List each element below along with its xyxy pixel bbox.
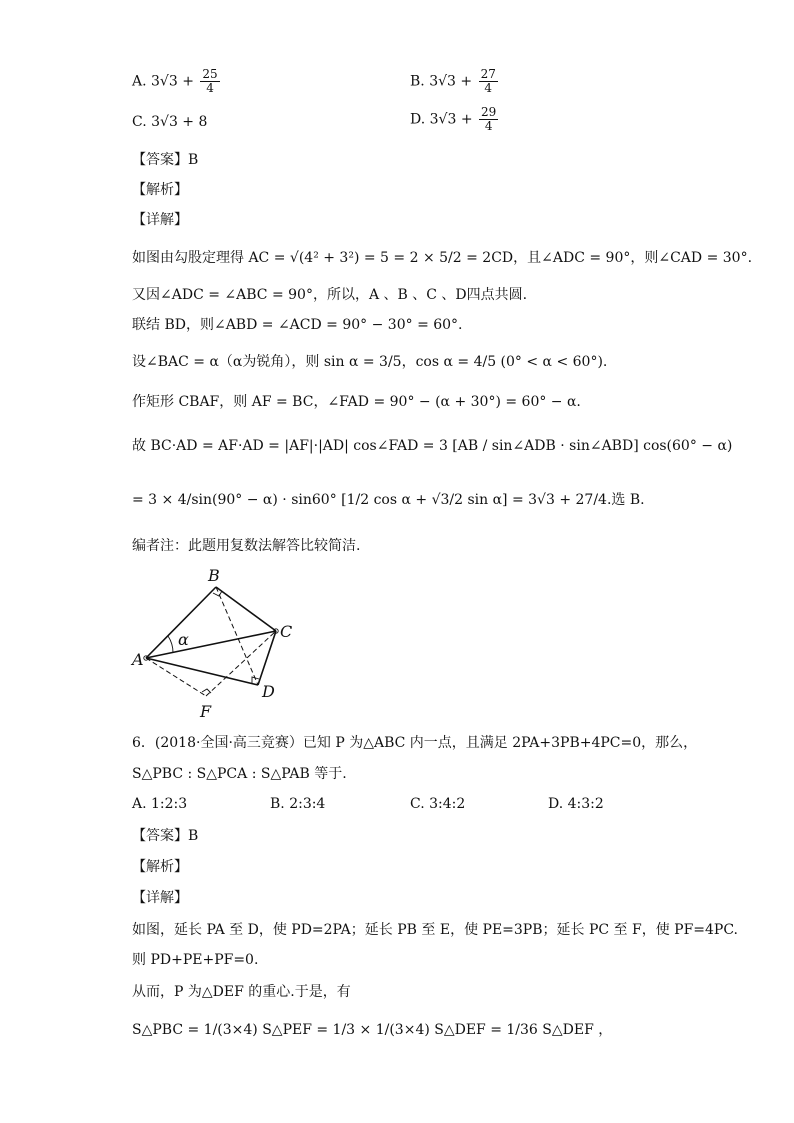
option-b (410, 68, 500, 95)
option-a (132, 68, 222, 95)
option-a-label: A. (132, 73, 147, 90)
option-a-num: 25 (202, 67, 218, 81)
option-b-label: B. (410, 73, 425, 90)
option-b-den: 4 (484, 81, 493, 95)
q6-answer: 【答案】B (132, 828, 199, 844)
geometry-figure (128, 565, 293, 725)
option-d-den: 4 (484, 119, 493, 133)
alpha-label: α (178, 630, 189, 649)
q5-editor-note: 编者注：此题用复数法解答比较简洁. (132, 538, 361, 554)
option-c (132, 114, 207, 130)
q6-line-3: 从而，P 为△DEF 的重心.于是，有 (132, 984, 351, 1000)
point-a-label: A (132, 650, 144, 669)
option-c-text: 3√3 + 8 (151, 114, 208, 130)
option-b-pre: 3√3 + (429, 73, 473, 90)
q5-detail: 【详解】 (132, 212, 188, 228)
q6-line-2: 则 PD+PE+PF=0. (132, 952, 259, 968)
q6-option-c: C. 3:4:2 (410, 796, 466, 812)
option-a-frac (200, 68, 219, 95)
option-a-pre: 3√3 + (151, 73, 194, 90)
point-d-label: D (262, 682, 275, 701)
option-a-den: 4 (206, 81, 214, 95)
option-c-label: C. (132, 114, 147, 130)
q6-analysis: 【解析】 (132, 859, 188, 875)
q6-detail: 【详解】 (132, 890, 188, 906)
option-d-label: D. (410, 111, 426, 128)
q6-stem-line-2: S△PBC : S△PCA : S△PAB 等于. (132, 766, 347, 782)
q5-line-7: = 3 × 4/sin(90° − α) · sin60° [1/2 cos α + √3/2 sin α] = 3√3 + 27/4.选 B. (132, 492, 645, 508)
q5-line-6: 故 BC·AD = AF·AD = |AF|·|AD| cos∠FAD = 3 [AB / sin∠ADB · sin∠ABD] cos(60° − α) (132, 438, 733, 454)
option-d-num: 29 (481, 105, 497, 119)
option-d (410, 106, 500, 133)
q5-line-3: 联结 BD，则∠ABD = ∠ACD = 90° − 30° = 60°. (132, 317, 463, 333)
q5-line-5: 作矩形 CBAF，则 AF = BC，∠FAD = 90° − (α + 30°) = 60° − α. (132, 394, 581, 410)
q5-line-4: 设∠BAC = α（α为锐角），则 sin α = 3/5，cos α = 4/5 (0° < α < 60°). (132, 354, 608, 370)
q6-option-a: A. 1:2:3 (132, 796, 188, 812)
option-d-pre: 3√3 + (429, 111, 473, 128)
q5-answer: 【答案】B (132, 152, 199, 168)
q5-analysis: 【解析】 (132, 182, 188, 198)
q6-option-b: B. 2:3:4 (270, 796, 326, 812)
option-b-frac (479, 68, 498, 95)
q6-line-4: S△PBC = 1/(3×4) S△PEF = 1/3 × 1/(3×4) S△DEF = 1/36 S△DEF ， (132, 1022, 613, 1038)
q6-option-d: D. 4:3:2 (548, 796, 604, 812)
option-b-num: 27 (480, 67, 496, 81)
option-d-frac (479, 106, 498, 133)
point-f-label: F (200, 702, 212, 721)
point-c-label: C (280, 622, 293, 641)
q6-stem-line-1: 6．(2018·全国·高三竞赛）已知 P 为△ABC 内一点，且满足 2PA+3PB+4PC=0，那么， (132, 735, 698, 751)
q5-line-1: 如图由勾股定理得 AC = √(4² + 3²) = 5 = 2 × 5/2 = 2CD，且∠ADC = 90°，则∠CAD = 30°. (132, 250, 753, 266)
q5-line-2: 又因∠ADC = ∠ABC = 90°，所以，A 、B 、C 、D四点共圆. (132, 287, 528, 303)
point-b-label: B (208, 566, 220, 585)
q6-line-1: 如图，延长 PA 至 D，使 PD=2PA；延长 PB 至 E，使 PE=3PB；延长 PC 至 F，使 PF=4PC. (132, 922, 739, 938)
